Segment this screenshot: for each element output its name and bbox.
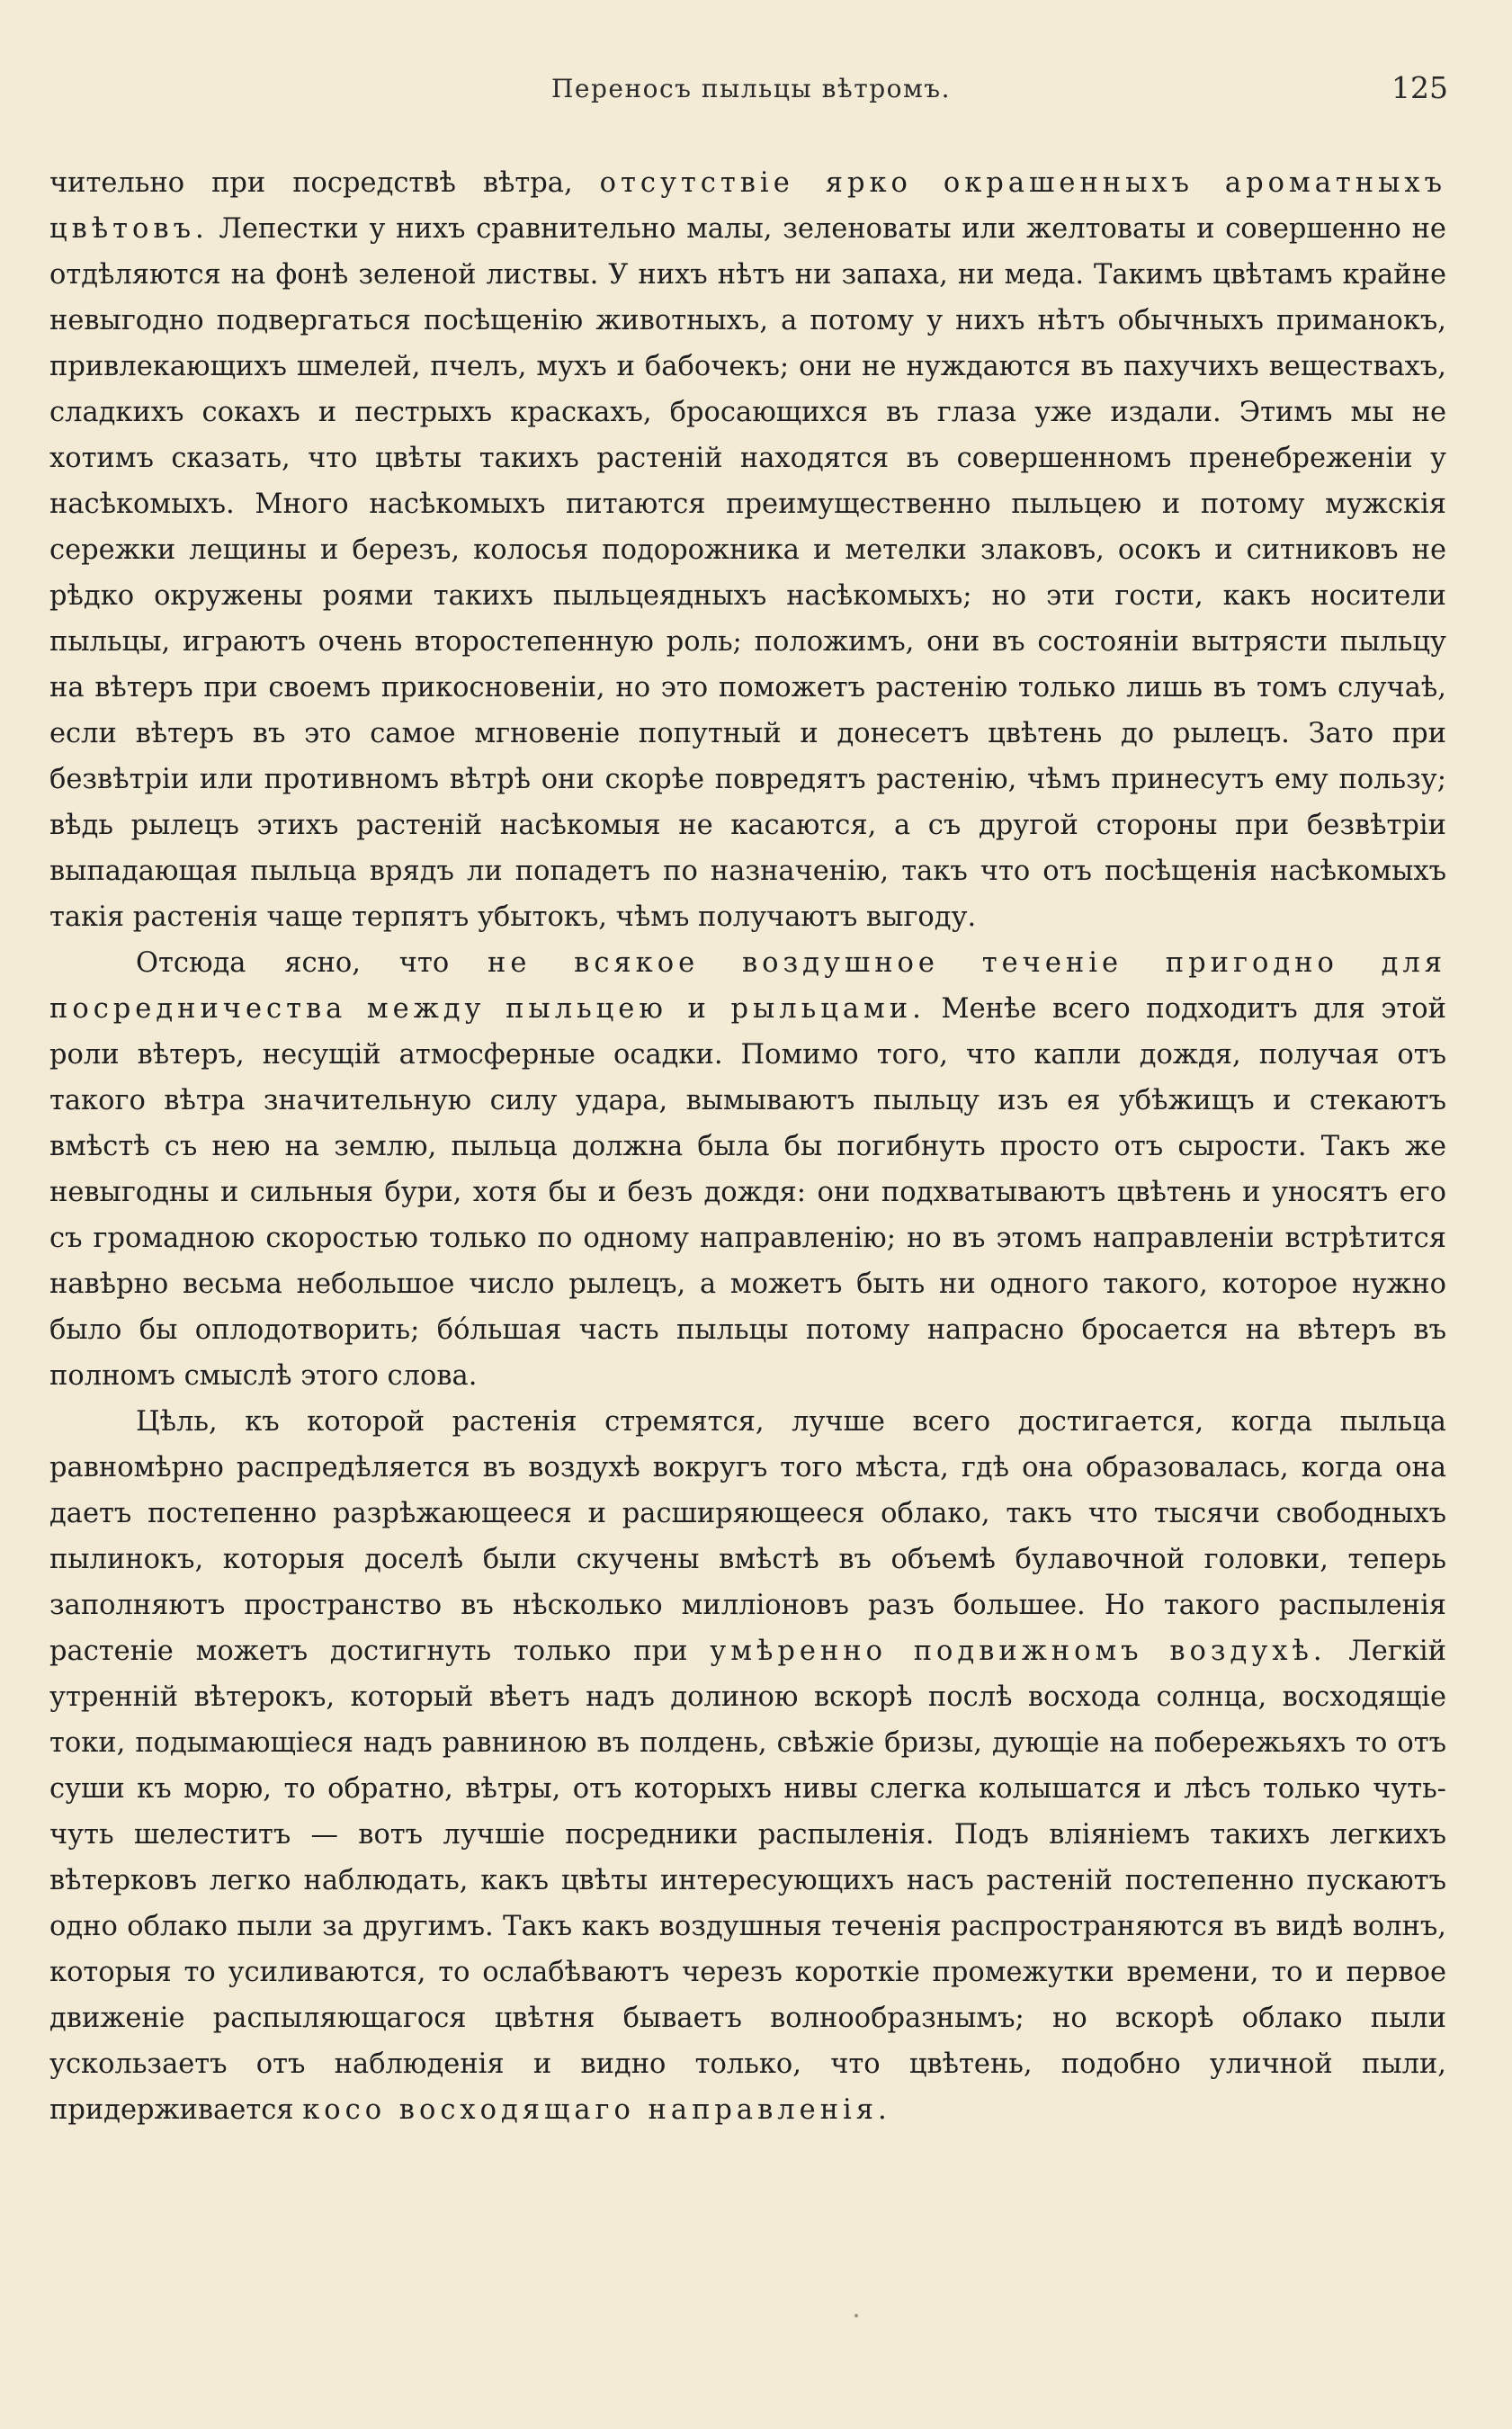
emphasized-text: умѣренно подвижномъ воздухѣ. (710, 1636, 1327, 1667)
paragraph-1 (49, 160, 1446, 940)
page-number: 125 (1391, 70, 1448, 105)
text-run: Отсюда ясно, что (136, 947, 488, 979)
text-run: Менѣе всего подходитъ для этой роли вѣтеръ, несущій атмосферные осадки. Помимо того, что капли дождя, получая отъ такого вѣтра значительную силу удара, вымываютъ пыльцу изъ ея убѣжищъ и стекаютъ вмѣстѣ съ нею на землю, пыльца должна была бы погибнуть просто отъ сырости. Такъ же невыгодны и сильныя бури, хотя бы и безъ дождя: они подхватываютъ цвѣтень и уносятъ его съ громадною скоростью только по одному направленію; но въ этомъ направленіи встрѣтится навѣрно весьма небольшое число рылецъ, а можетъ быть ни одного такого, которое нужно было бы оплодотворить; бóльшая часть пыльцы потому напрасно бросается на вѣтеръ въ полномъ смыслѣ этого слова. (49, 993, 1446, 1392)
running-head: Переносъ пыльцы вѣтромъ. (551, 74, 951, 103)
text-run: чительно при посредствѣ вѣтра, (49, 167, 600, 199)
text-run: Цѣль, къ которой растенія стремятся, лучше всего достигается, когда пыльца равномѣрно распредѣляется въ воздухѣ вокругъ того мѣста, гдѣ она образовалась, когда она даетъ постепенно разрѣжающееся и расширяющееся облако, такъ что тысячи свободныхъ пылинокъ, которыя доселѣ были скучены вмѣстѣ въ объемѣ булавочной головки, теперь заполняютъ пространство въ нѣсколько милліоновъ разъ большее. Но такого распыленія растеніе можетъ достигнуть только при (49, 1406, 1446, 1667)
paragraph-2 (49, 940, 1446, 1399)
body-text (49, 160, 1446, 2133)
text-run: Лепестки у нихъ сравнительно малы, зеленоваты или желтоваты и совершенно не отдѣляются на фонѣ зеленой листвы. У нихъ нѣтъ ни запаха, ни меда. Такимъ цвѣтамъ крайне невыгодно подвергаться посѣщенію животныхъ, а потому у нихъ нѣтъ обычныхъ приманокъ, привлекающихъ шмелей, пчелъ, мухъ и бабочекъ; они не нуждаются въ пахучихъ веществахъ, сладкихъ сокахъ и пестрыхъ краскахъ, бросающихся въ глаза уже издали. Этимъ мы не хотимъ сказать, что цвѣты такихъ растеній находятся въ совершенномъ пренебреженіи у насѣкомыхъ. Много насѣкомыхъ питаются преимущественно пыльцею и потому мужскія сережки лещины и березъ, колосья подорожника и метелки злаковъ, осокъ и ситниковъ не рѣдко окружены роями такихъ пыльцеядныхъ насѣкомыхъ; но эти гости, какъ носители пыльцы, играютъ очень второстепенную роль; положимъ, они въ состояніи вытрясти пыльцу на вѣтеръ при своемъ прикосновеніи, но это поможетъ растенію только лишь въ томъ случаѣ, если вѣтеръ въ это самое мгновеніе попутный и донесетъ цвѣтень до рылецъ. Зато при безвѣтріи или противномъ вѣтрѣ они скорѣе повредятъ растенію, чѣмъ принесутъ ему пользу; вѣдь рылецъ этихъ растеній насѣкомыя не касаются, а съ другой стороны при безвѣтріи выпадающая пыльца врядъ ли попадетъ по назначенію, такъ что отъ посѣщенія насѣкомыхъ такія растенія чаще терпятъ убытокъ, чѣмъ получаютъ выгоду. (49, 213, 1446, 933)
paragraph-3 (49, 1399, 1446, 2133)
print-speck (854, 2314, 858, 2317)
emphasized-text: отсутствіе ярко окрашенныхъ ароматныхъ цвѣтовъ. (49, 167, 1446, 245)
page-header (54, 70, 1448, 115)
emphasized-text: не всякое воздушное теченіе пригодно для посредничества между пыльцею и рыльцами. (49, 947, 1446, 1025)
text-run: Легкій утренній вѣтерокъ, который вѣетъ надъ долиною вскорѣ послѣ восхода солнца, восходящіе токи, подымающіеся надъ равниною въ полдень, свѣжіе бризы, дующіе на побережьяхъ то отъ суши къ морю, то обратно, вѣтры, отъ которыхъ нивы слегка колышатся и лѣсъ только чуть-чуть шелеститъ — вотъ лучшіе посредники распыленія. Подъ вліяніемъ такихъ легкихъ вѣтерковъ легко наблюдать, какъ цвѣты интересующихъ насъ растеній постепенно пускаютъ одно облако пыли за другимъ. Такъ какъ воздушныя теченія распространяются въ видѣ волнъ, которыя то усиливаются, то ослабѣваютъ черезъ короткіе промежутки времени, то и первое движеніе распыляющагося цвѣтня бываетъ волнообразнымъ; но вскорѣ облако пыли ускользаетъ отъ наблюденія и видно только, что цвѣтень, подобно уличной пыли, придерживается (49, 1636, 1446, 2126)
emphasized-text: косо восходящаго направленія. (302, 2094, 891, 2126)
